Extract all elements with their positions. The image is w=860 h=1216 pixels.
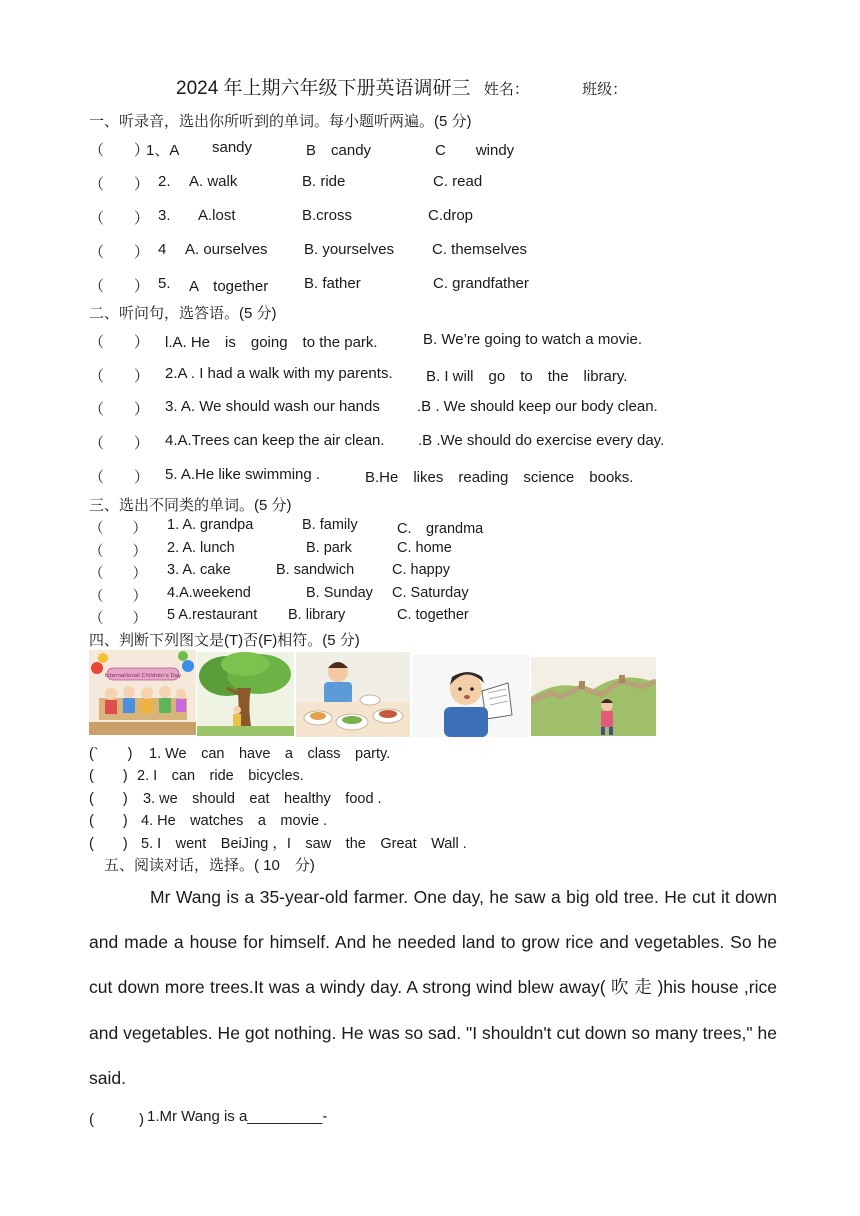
question-number: 2.	[158, 173, 171, 190]
page-title	[176, 73, 627, 100]
section4-question-3	[89, 787, 689, 807]
section3-question-5	[89, 607, 689, 627]
answer-bracket[interactable]: （ ）	[89, 334, 150, 351]
answer-bracket[interactable]: （ ）	[89, 401, 150, 418]
question-number: 3.	[158, 207, 171, 224]
answer-bracket[interactable]: （ ）	[89, 244, 150, 261]
answer-bracket[interactable]: （ ）	[89, 142, 150, 159]
answer-bracket[interactable]: （ ）	[89, 210, 150, 227]
question-number: 4	[158, 241, 167, 258]
option-b: B. family	[302, 517, 358, 533]
option-c: C. happy	[392, 562, 451, 578]
answer-bracket[interactable]: （ ）	[89, 469, 150, 486]
answer-bracket[interactable]: ( )	[89, 768, 128, 784]
picture-boy-reading	[412, 655, 530, 737]
section2-question-3	[89, 398, 809, 420]
section2-question-2	[89, 365, 809, 387]
option-b: B.cross	[302, 207, 353, 224]
option-c: C. grandma	[397, 521, 484, 537]
answer-bracket[interactable]: （ ）	[89, 611, 147, 627]
section4-heading: 四、判断下列图文是(T)否(F)相符。(5 分)	[89, 632, 360, 649]
statement: 5. I went BeiJing ，I saw the Great Wall .	[141, 836, 467, 852]
option-a: 4.A.weekend	[167, 585, 251, 601]
option-a: 5 A.restaurant	[167, 607, 258, 623]
option-b: B. I will go to the library.	[426, 368, 628, 385]
answer-bracket[interactable]: （ ）	[89, 278, 150, 295]
exam-title: 2024 年上期六年级下册英语调研三	[176, 78, 471, 99]
option-a: 1. A. grandpa	[167, 517, 254, 533]
answer-bracket[interactable]: （ ）	[89, 589, 147, 605]
section1-question-3	[89, 207, 789, 229]
answer-bracket[interactable]: （ ）	[89, 521, 147, 537]
section1-question-4	[89, 241, 789, 263]
option-b: B. park	[306, 540, 352, 556]
reading-passage	[89, 875, 777, 1101]
option-c: C. together	[397, 607, 469, 623]
option-c: C. grandfather	[433, 275, 529, 292]
section2-question-5	[89, 466, 809, 488]
section1-heading: 一、听录音，选出你所听到的单词。每小题听两遍。(5 分)	[89, 113, 472, 130]
option-b: B candy	[306, 142, 372, 159]
option-a: A. ourselves	[185, 241, 268, 258]
option-b: B. ride	[302, 173, 346, 190]
option-a: 2. A. lunch	[167, 540, 235, 556]
option-a: l.A. He is going to the park.	[165, 334, 378, 351]
answer-bracket[interactable]: ( )	[89, 1111, 144, 1128]
answer-bracket[interactable]: （ ）	[89, 435, 150, 452]
answer-bracket[interactable]: （ ）	[89, 566, 147, 582]
option-b: B. We’re going to watch a movie.	[423, 331, 642, 348]
section3-heading: 三、选出不同类的单词。(5 分)	[89, 497, 292, 514]
option-b: .B . We should keep our body clean.	[417, 398, 658, 415]
option-a: A together	[189, 278, 269, 295]
section3-question-2	[89, 540, 689, 560]
picture-great-wall	[531, 657, 656, 736]
section1-question-2	[89, 173, 789, 195]
section2-heading: 二、听问句，选答语。(5 分)	[89, 305, 277, 322]
section2-question-1	[89, 331, 809, 353]
option-a: 5. A.He like swimming .	[165, 466, 321, 483]
name-label: 姓名：	[483, 81, 529, 98]
section3-question-4	[89, 585, 689, 605]
option-a: 2.A . I had a walk with my parents.	[165, 365, 393, 382]
statement: 4. He watches a movie .	[141, 813, 328, 829]
picture-boy-eating	[296, 652, 410, 737]
option-a: A. walk	[189, 173, 238, 190]
option-a: A.lost	[198, 207, 236, 224]
option-c: C.drop	[428, 207, 474, 224]
section4-question-4	[89, 809, 689, 829]
statement: 2. I can ride bicycles.	[137, 768, 304, 784]
section5-question-1	[89, 1108, 689, 1130]
section4-question-5	[89, 832, 689, 852]
option-a: 3. A. cake	[167, 562, 231, 578]
answer-bracket[interactable]: ( )	[89, 791, 128, 807]
answer-bracket[interactable]: （ ）	[89, 368, 150, 385]
picture-class-party	[89, 650, 196, 735]
option-c: C. read	[433, 173, 483, 190]
option-a: sandy	[212, 139, 253, 156]
banner-text: International Children's Day	[104, 673, 182, 679]
passage-text: Mr Wang is a 35-year-old farmer. One day, he saw a big old tree. He cut it down and made a house for himself. And he needed land to grow rice and vegetables. So he cut down more trees.It was a windy day. A strong wind blew away( 吹 走 )his house ,rice and vegetables. He got nothing. He was so sad. "I shouldn't cut down so many trees," he said.	[89, 887, 777, 1088]
picture-tree	[197, 652, 294, 736]
statement: 3. we should eat healthy food .	[143, 791, 382, 807]
statement: 1. We can have a class party.	[149, 746, 391, 762]
option-b: B. yourselves	[304, 241, 395, 258]
option-c: C. Saturday	[392, 585, 469, 601]
section5-heading: 五、阅读对话，选择。( 10 分)	[104, 857, 315, 874]
option-b: B. father	[304, 275, 361, 292]
option-b: B. sandwich	[276, 562, 355, 578]
answer-bracket[interactable]: ( )	[89, 813, 128, 829]
question-number: 5.	[158, 275, 171, 292]
question-number: 1、A	[146, 142, 180, 159]
answer-bracket[interactable]: （ ）	[89, 544, 147, 560]
option-a: 4.A.Trees can keep the air clean.	[165, 432, 385, 449]
section4-question-2	[89, 764, 689, 784]
option-c: C. themselves	[432, 241, 528, 258]
option-c: C windy	[435, 142, 515, 159]
answer-bracket[interactable]: (` )	[89, 746, 133, 762]
question-text: 1.Mr Wang is a_________-	[147, 1108, 328, 1125]
class-label: 班级：	[582, 81, 628, 98]
section4-question-1	[89, 742, 689, 762]
option-b: B. library	[288, 607, 346, 623]
answer-bracket[interactable]: ( )	[89, 836, 128, 852]
section2-question-4	[89, 432, 809, 454]
section3-question-1	[89, 517, 689, 537]
option-b: .B .We should do exercise every day.	[418, 432, 665, 449]
section1-question-5	[89, 275, 789, 297]
answer-bracket[interactable]: （ ）	[89, 176, 150, 193]
option-b: B. Sunday	[306, 585, 373, 601]
option-b: B.He likes reading science books.	[365, 469, 634, 486]
option-c: C. home	[397, 540, 452, 556]
option-a: 3. A. We should wash our hands	[165, 398, 380, 415]
section1-question-1	[89, 139, 789, 161]
section3-question-3	[89, 562, 689, 582]
